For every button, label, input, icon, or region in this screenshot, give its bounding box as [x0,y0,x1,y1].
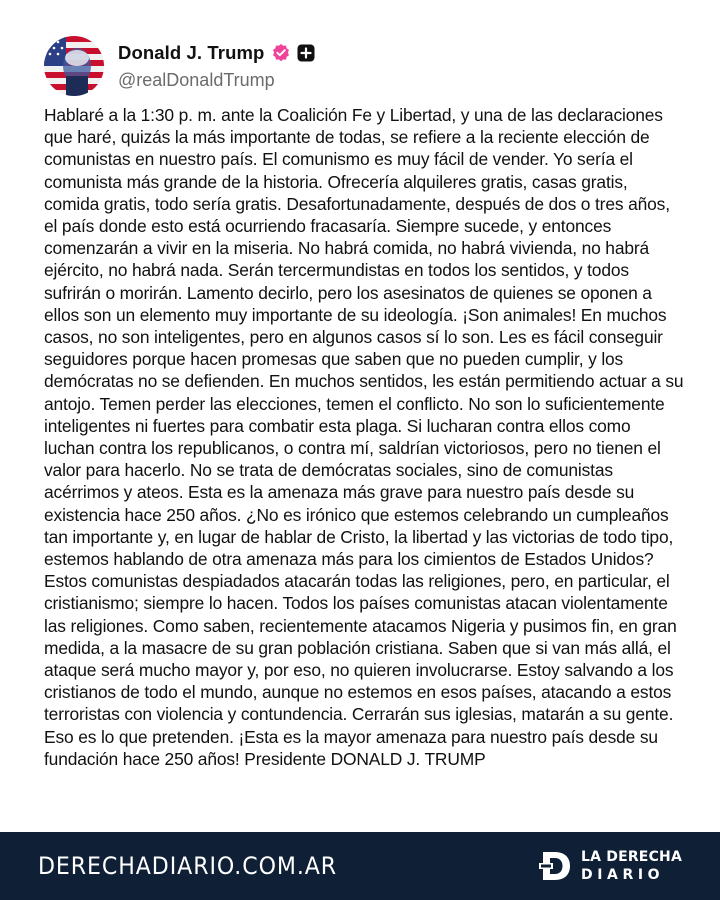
footer-bar [0,832,720,900]
name-row [118,42,315,64]
user-handle[interactable]: @realDonaldTrump [118,69,275,90]
plus-icon[interactable] [297,44,315,62]
display-name[interactable]: Donald J. Trump [118,41,265,63]
brand-line-2: DIARIO [581,867,665,883]
post-header [44,36,315,96]
avatar[interactable] [44,36,104,96]
avatar-image [44,36,104,96]
la-derecha-diario-logo-icon [539,848,573,884]
author-names [118,42,315,91]
verified-badge-icon [271,43,291,63]
site-url[interactable]: DERECHADIARIO.COM.AR [38,852,338,880]
brand-logo[interactable] [539,848,682,884]
post-body-text: Hablaré a la 1:30 p. m. ante la Coalición Fe y Libertad, y una de las declaraciones que haré, quizás la más importante de todas, se refiere a la reciente elección de comunistas en nuestro país. El comunismo es muy fácil de vender. Yo sería el comunista más grande de la historia. Ofrecería alquileres gratis, casas gratis, comida gratis, todo sería gratis. Desafortunadamente, después de dos o tres años, el país donde esto está ocurriendo fracasaría. Siempre sucede, y entonces comenzarán a vivir en la miseria. No habrá comida, no habrá vivienda, no habrá ejército, no habrá nada. Serán tercermundistas en todos los sentidos, y todos sufrirán o morirán. Lamento decirlo, pero los asesinatos de quienes se oponen a ellos son un elemento muy importante de su ideología. ¡Son animales! En muchos casos, no son inteligentes, pero en algunos casos sí lo son. Les es fácil conseguir seguidores porque hacen promesas que saben que no pueden cumplir, y los demócratas no se defienden. En muchos sentidos, les están permitiendo actuar a su antojo. Temen perder las elecciones, temen el conflicto. No son lo suficientemente inteligentes ni fuertes para combatir esta plaga. Si lucharan contra ellos como luchan contra los republicanos, o contra mí, saldrían victoriosos, pero no tienen el valor para hacerlo. No se trata de demócratas sociales, sino de comunistas acérrimos y ateos. Esta es la amenaza más grave para nuestro país desde su existencia hace 250 años. ¿No es irónico que estemos celebrando un cumpleaños tan importante y, en lugar de hablar de Cristo, la libertad y las victorias de todo tipo, estemos hablando de otra amenaza más para los cimientos de Estados Unidos? Estos comunistas despiadados atacarán todas las religiones, pero, en particular, el cristianismo; siempre lo hacen. Todos los países comunistas atacan violentamente las religiones. Como saben, recientemente atacamos Nigeria y pusimos fin, en gran medida, a la masacre de su gran población cristiana. Saben que si van más allá, el ataque será mucho mayor y, por eso, no quieren involucrarse. Estoy salvando a los cristianos de todo el mundo, aunque no estemos en esos países, atacando a estos terroristas con violencia y contundencia. Cerrarán sus iglesias, matarán a su gente. Eso es lo que pretenden. ¡Esta es la mayor amenaza para nuestro país desde su fundación hace 250 años! Presidente DONALD J. TRUMP [44,105,684,769]
brand-text [581,850,682,882]
brand-line-1: LA DERECHA [581,849,682,865]
